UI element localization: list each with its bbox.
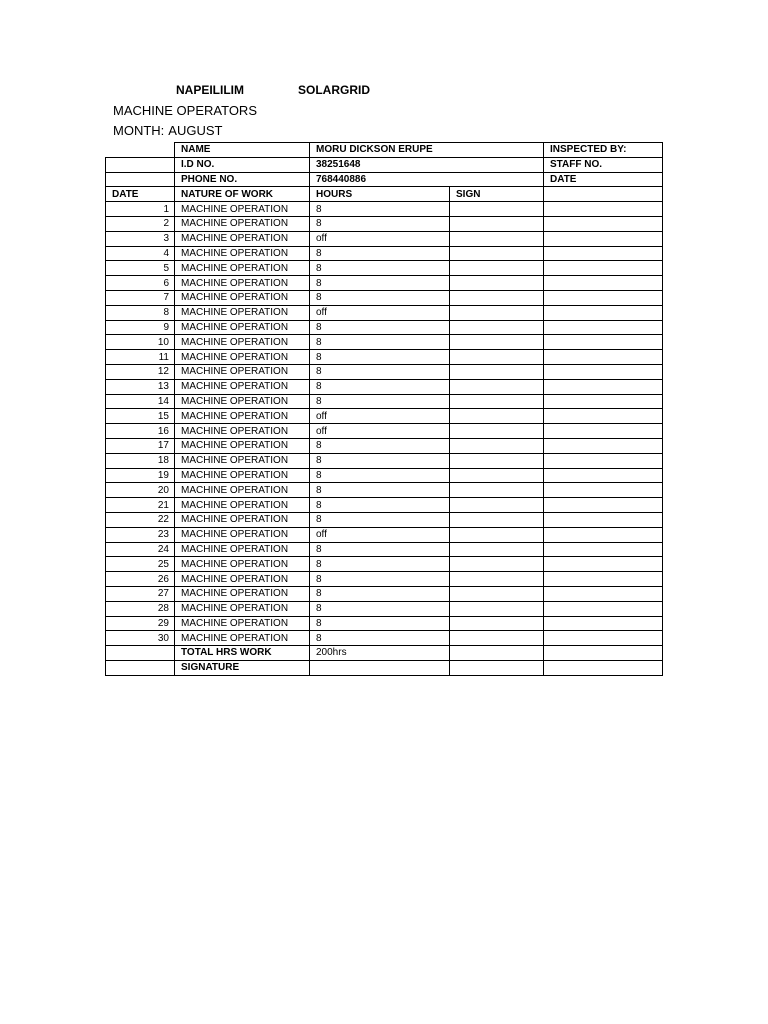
- month-line: [113, 123, 222, 138]
- date-cell: 6: [106, 276, 175, 291]
- blank-cell: [544, 468, 663, 483]
- nature-cell: MACHINE OPERATION: [175, 261, 310, 276]
- total-label: TOTAL HRS WORK: [175, 646, 310, 661]
- sign-cell: [450, 350, 544, 365]
- sign-column-header: SIGN: [450, 187, 544, 202]
- hours-cell: 8: [310, 631, 450, 646]
- hours-cell: 8: [310, 261, 450, 276]
- project-name: SOLARGRID: [298, 83, 370, 97]
- date-cell: 5: [106, 261, 175, 276]
- sign-cell: [450, 320, 544, 335]
- blank-cell: [106, 660, 175, 675]
- blank-cell: [544, 586, 663, 601]
- hours-cell: 8: [310, 290, 450, 305]
- blank-cell: [544, 409, 663, 424]
- date-cell: 4: [106, 246, 175, 261]
- table-row: [106, 631, 663, 646]
- blank-cell: [544, 394, 663, 409]
- date-cell: 21: [106, 498, 175, 513]
- date-cell: 12: [106, 364, 175, 379]
- date-cell: 22: [106, 512, 175, 527]
- blank-cell: [544, 512, 663, 527]
- hours-column-header: HOURS: [310, 187, 450, 202]
- blank-cell: [544, 216, 663, 231]
- blank-cell: [544, 453, 663, 468]
- blank-cell: [544, 572, 663, 587]
- blank-cell: [450, 646, 544, 661]
- id-label: I.D NO.: [175, 157, 310, 172]
- signature-row: [106, 660, 663, 675]
- sign-cell: [450, 527, 544, 542]
- blank-cell: [544, 231, 663, 246]
- date-cell: 10: [106, 335, 175, 350]
- nature-cell: MACHINE OPERATION: [175, 468, 310, 483]
- blank-cell: [544, 335, 663, 350]
- nature-cell: MACHINE OPERATION: [175, 364, 310, 379]
- blank-cell: [544, 616, 663, 631]
- table-row: [106, 261, 663, 276]
- hours-cell: 8: [310, 379, 450, 394]
- blank-cell: [544, 424, 663, 439]
- hours-cell: off: [310, 527, 450, 542]
- date-cell: 17: [106, 438, 175, 453]
- signature-label: SIGNATURE: [175, 660, 310, 675]
- nature-cell: MACHINE OPERATION: [175, 586, 310, 601]
- date-cell: 13: [106, 379, 175, 394]
- company-name: NAPEILILIM: [176, 83, 244, 97]
- hours-cell: 8: [310, 364, 450, 379]
- hours-cell: 8: [310, 453, 450, 468]
- sign-cell: [450, 542, 544, 557]
- hours-cell: 8: [310, 276, 450, 291]
- table-row: [106, 305, 663, 320]
- table-row: [106, 438, 663, 453]
- hours-cell: 8: [310, 335, 450, 350]
- blank-cell: [544, 660, 663, 675]
- nature-cell: MACHINE OPERATION: [175, 453, 310, 468]
- blank-cell: [544, 646, 663, 661]
- date-cell: 30: [106, 631, 175, 646]
- date-cell: 8: [106, 305, 175, 320]
- name-label: NAME: [175, 143, 310, 158]
- nature-cell: MACHINE OPERATION: [175, 438, 310, 453]
- nature-cell: MACHINE OPERATION: [175, 542, 310, 557]
- blank-cell: [106, 646, 175, 661]
- table-row: [106, 586, 663, 601]
- table-row: [106, 202, 663, 217]
- date-cell: 29: [106, 616, 175, 631]
- date-cell: 23: [106, 527, 175, 542]
- table-row: [106, 320, 663, 335]
- sign-cell: [450, 335, 544, 350]
- nature-cell: MACHINE OPERATION: [175, 572, 310, 587]
- table-row: [106, 616, 663, 631]
- sign-cell: [450, 379, 544, 394]
- sign-cell: [450, 586, 544, 601]
- nature-cell: MACHINE OPERATION: [175, 483, 310, 498]
- phone-value: 768440886: [310, 172, 544, 187]
- hours-cell: 8: [310, 468, 450, 483]
- sign-cell: [450, 601, 544, 616]
- signature-cell: [310, 660, 450, 675]
- table-row: [106, 483, 663, 498]
- nature-cell: MACHINE OPERATION: [175, 616, 310, 631]
- nature-cell: MACHINE OPERATION: [175, 379, 310, 394]
- inspection-date-label: DATE: [544, 172, 663, 187]
- month-label: MONTH:: [113, 123, 165, 138]
- total-row: [106, 646, 663, 661]
- sign-cell: [450, 202, 544, 217]
- blank-cell: [544, 305, 663, 320]
- date-cell: 7: [106, 290, 175, 305]
- blank-cell: [544, 187, 663, 202]
- inspected-by-label: INSPECTED BY:: [544, 143, 663, 158]
- blank-cell: [450, 660, 544, 675]
- table-row: [106, 424, 663, 439]
- nature-cell: MACHINE OPERATION: [175, 527, 310, 542]
- sign-cell: [450, 276, 544, 291]
- table-row: [106, 216, 663, 231]
- table-row: [106, 601, 663, 616]
- nature-cell: MACHINE OPERATION: [175, 394, 310, 409]
- hours-cell: 8: [310, 601, 450, 616]
- info-row-name: [106, 143, 663, 158]
- sign-cell: [450, 438, 544, 453]
- table-row: [106, 557, 663, 572]
- blank-cell: [544, 350, 663, 365]
- table-row: [106, 527, 663, 542]
- blank-cell: [544, 290, 663, 305]
- table-row: [106, 498, 663, 513]
- nature-cell: MACHINE OPERATION: [175, 424, 310, 439]
- hours-cell: 8: [310, 320, 450, 335]
- date-cell: 24: [106, 542, 175, 557]
- sign-cell: [450, 290, 544, 305]
- sign-cell: [450, 409, 544, 424]
- department-title: MACHINE OPERATORS: [113, 103, 257, 118]
- date-cell: 9: [106, 320, 175, 335]
- sign-cell: [450, 483, 544, 498]
- table-row: [106, 276, 663, 291]
- sign-cell: [450, 631, 544, 646]
- blank-cell: [544, 557, 663, 572]
- sign-cell: [450, 453, 544, 468]
- date-cell: 11: [106, 350, 175, 365]
- date-cell: 16: [106, 424, 175, 439]
- date-cell: 20: [106, 483, 175, 498]
- table-row: [106, 350, 663, 365]
- sign-cell: [450, 261, 544, 276]
- sign-cell: [450, 498, 544, 513]
- hours-cell: 8: [310, 498, 450, 513]
- name-value: MORU DICKSON ERUPE: [310, 143, 544, 158]
- nature-column-header: NATURE OF WORK: [175, 187, 310, 202]
- blank-cell: [544, 246, 663, 261]
- blank-cell: [106, 143, 175, 158]
- hours-cell: 8: [310, 542, 450, 557]
- nature-cell: MACHINE OPERATION: [175, 512, 310, 527]
- table-row: [106, 246, 663, 261]
- info-row-phone: [106, 172, 663, 187]
- month-value: AUGUST: [168, 123, 223, 138]
- table-row: [106, 290, 663, 305]
- blank-cell: [106, 172, 175, 187]
- sign-cell: [450, 305, 544, 320]
- hours-cell: 8: [310, 483, 450, 498]
- blank-cell: [544, 320, 663, 335]
- date-cell: 1: [106, 202, 175, 217]
- hours-cell: off: [310, 424, 450, 439]
- blank-cell: [544, 631, 663, 646]
- nature-cell: MACHINE OPERATION: [175, 305, 310, 320]
- hours-cell: 8: [310, 557, 450, 572]
- info-row-id: [106, 157, 663, 172]
- blank-cell: [544, 498, 663, 513]
- hours-cell: off: [310, 305, 450, 320]
- blank-cell: [544, 601, 663, 616]
- nature-cell: MACHINE OPERATION: [175, 202, 310, 217]
- sign-cell: [450, 424, 544, 439]
- sign-cell: [450, 364, 544, 379]
- sign-cell: [450, 616, 544, 631]
- hours-cell: 8: [310, 616, 450, 631]
- date-cell: 26: [106, 572, 175, 587]
- date-column-header: DATE: [106, 187, 175, 202]
- nature-cell: MACHINE OPERATION: [175, 246, 310, 261]
- total-value: 200hrs: [310, 646, 450, 661]
- date-cell: 18: [106, 453, 175, 468]
- nature-cell: MACHINE OPERATION: [175, 231, 310, 246]
- date-cell: 3: [106, 231, 175, 246]
- nature-cell: MACHINE OPERATION: [175, 290, 310, 305]
- hours-cell: off: [310, 409, 450, 424]
- date-cell: 15: [106, 409, 175, 424]
- date-cell: 2: [106, 216, 175, 231]
- date-cell: 14: [106, 394, 175, 409]
- table-row: [106, 453, 663, 468]
- hours-cell: 8: [310, 586, 450, 601]
- blank-cell: [544, 542, 663, 557]
- nature-cell: MACHINE OPERATION: [175, 335, 310, 350]
- blank-cell: [544, 202, 663, 217]
- date-cell: 19: [106, 468, 175, 483]
- hours-cell: 8: [310, 350, 450, 365]
- sign-cell: [450, 231, 544, 246]
- column-header-row: [106, 187, 663, 202]
- table-row: [106, 468, 663, 483]
- nature-cell: MACHINE OPERATION: [175, 409, 310, 424]
- nature-cell: MACHINE OPERATION: [175, 350, 310, 365]
- date-cell: 28: [106, 601, 175, 616]
- sign-cell: [450, 512, 544, 527]
- blank-cell: [544, 438, 663, 453]
- sign-cell: [450, 246, 544, 261]
- nature-cell: MACHINE OPERATION: [175, 601, 310, 616]
- table-row: [106, 394, 663, 409]
- table-row: [106, 542, 663, 557]
- nature-cell: MACHINE OPERATION: [175, 498, 310, 513]
- sign-cell: [450, 216, 544, 231]
- staff-no-label: STAFF NO.: [544, 157, 663, 172]
- blank-cell: [544, 364, 663, 379]
- sign-cell: [450, 394, 544, 409]
- sign-cell: [450, 557, 544, 572]
- hours-cell: 8: [310, 216, 450, 231]
- blank-cell: [544, 527, 663, 542]
- blank-cell: [544, 261, 663, 276]
- hours-cell: 8: [310, 246, 450, 261]
- table-row: [106, 379, 663, 394]
- id-value: 38251648: [310, 157, 544, 172]
- table-row: [106, 231, 663, 246]
- timesheet-table: [105, 142, 663, 676]
- phone-label: PHONE NO.: [175, 172, 310, 187]
- date-cell: 25: [106, 557, 175, 572]
- nature-cell: MACHINE OPERATION: [175, 631, 310, 646]
- hours-cell: off: [310, 231, 450, 246]
- table-row: [106, 512, 663, 527]
- hours-cell: 8: [310, 572, 450, 587]
- table-row: [106, 572, 663, 587]
- blank-cell: [544, 379, 663, 394]
- sign-cell: [450, 572, 544, 587]
- table-row: [106, 409, 663, 424]
- nature-cell: MACHINE OPERATION: [175, 320, 310, 335]
- hours-cell: 8: [310, 438, 450, 453]
- table-row: [106, 364, 663, 379]
- sign-cell: [450, 468, 544, 483]
- blank-cell: [544, 276, 663, 291]
- blank-cell: [544, 483, 663, 498]
- date-cell: 27: [106, 586, 175, 601]
- hours-cell: 8: [310, 202, 450, 217]
- hours-cell: 8: [310, 394, 450, 409]
- blank-cell: [106, 157, 175, 172]
- hours-cell: 8: [310, 512, 450, 527]
- nature-cell: MACHINE OPERATION: [175, 216, 310, 231]
- nature-cell: MACHINE OPERATION: [175, 276, 310, 291]
- nature-cell: MACHINE OPERATION: [175, 557, 310, 572]
- table-row: [106, 335, 663, 350]
